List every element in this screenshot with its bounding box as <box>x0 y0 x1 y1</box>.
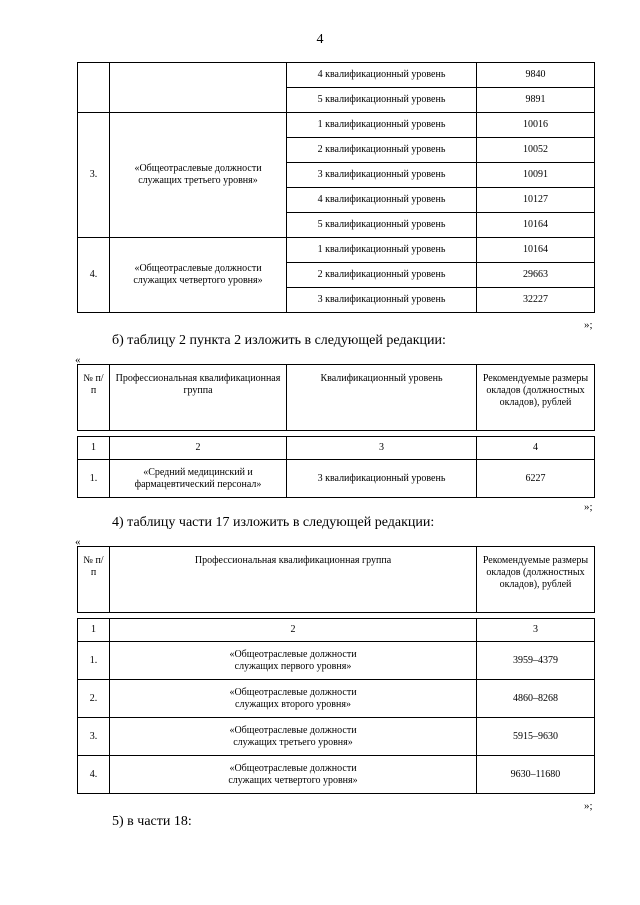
qualification-level: 2 квалификационный уровень <box>287 138 477 163</box>
qualification-level: 3 квалификационный уровень <box>287 288 477 313</box>
closing-quote: »; <box>584 319 593 331</box>
header-level: Квалификационный уровень <box>287 365 477 431</box>
qualification-group <box>110 63 287 113</box>
header-number: № п/п <box>78 365 110 431</box>
opening-quote: « <box>75 354 81 366</box>
qualification-level: 4 квалификационный уровень <box>287 63 477 88</box>
qualification-level: 4 квалификационный уровень <box>287 188 477 213</box>
salary-value: 9891 <box>477 88 595 113</box>
closing-quote: »; <box>584 800 593 812</box>
professional-group-table <box>77 364 595 498</box>
salary-value: 10091 <box>477 163 595 188</box>
qualification-group: «Общеотраслевые должности служащих четвертого уровня» <box>110 756 477 794</box>
row-number: 3. <box>78 113 110 238</box>
paragraph-4: 4) таблицу части 17 изложить в следующей редакции: <box>112 515 435 530</box>
qualification-level: 2 квалификационный уровень <box>287 263 477 288</box>
column-number: 1 <box>78 437 110 460</box>
salary-value: 10127 <box>477 188 595 213</box>
column-number: 2 <box>110 437 287 460</box>
header-salary: Рекомендуемые размеры окладов (должностных окладов), рублей <box>477 547 595 613</box>
row-number: 4. <box>78 238 110 313</box>
salary-range: 3959–4379 <box>477 642 595 680</box>
paragraph-b: б) таблицу 2 пункта 2 изложить в следующей редакции: <box>112 333 446 348</box>
salary-value: 10052 <box>477 138 595 163</box>
salary-value: 10164 <box>477 238 595 263</box>
column-number: 2 <box>110 619 477 642</box>
qualification-group: «Средний медицинский и фармацевтический персонал» <box>110 460 287 498</box>
qualification-level: 1 квалификационный уровень <box>287 238 477 263</box>
qualification-level: 5 квалификационный уровень <box>287 213 477 238</box>
salary-range: 5915–9630 <box>477 718 595 756</box>
salary-value: 32227 <box>477 288 595 313</box>
qualification-group: «Общеотраслевые должности служащих второго уровня» <box>110 680 477 718</box>
salary-value: 10164 <box>477 213 595 238</box>
salary-levels-table <box>77 62 595 313</box>
row-number: 2. <box>78 680 110 718</box>
row-number: 4. <box>78 756 110 794</box>
row-number: 1. <box>78 460 110 498</box>
paragraph-5: 5) в части 18: <box>112 814 192 829</box>
row-number: 1. <box>78 642 110 680</box>
column-number: 3 <box>287 437 477 460</box>
opening-quote: « <box>75 536 81 548</box>
qualification-level: 3 квалификационный уровень <box>287 163 477 188</box>
column-number: 3 <box>477 619 595 642</box>
closing-quote: »; <box>584 501 593 513</box>
salary-range: 9630–11680 <box>477 756 595 794</box>
header-number: № п/п <box>78 547 110 613</box>
qualification-group: «Общеотраслевые должности служащих третьего уровня» <box>110 718 477 756</box>
salary-value: 9840 <box>477 63 595 88</box>
qualification-group: «Общеотраслевые должности служащих третьего уровня» <box>110 113 287 238</box>
header-salary: Рекомендуемые размеры окладов (должностных окладов), рублей <box>477 365 595 431</box>
column-number: 1 <box>78 619 110 642</box>
page-number: 4 <box>316 32 324 47</box>
salary-value: 6227 <box>477 460 595 498</box>
general-positions-table <box>77 546 595 794</box>
header-group: Профессиональная квалификационная группа <box>110 365 287 431</box>
column-number: 4 <box>477 437 595 460</box>
qualification-level: 5 квалификационный уровень <box>287 88 477 113</box>
salary-value: 29663 <box>477 263 595 288</box>
qualification-group: «Общеотраслевые должности служащих четвертого уровня» <box>110 238 287 313</box>
row-number <box>78 63 110 113</box>
qualification-level: 3 квалификационный уровень <box>287 460 477 498</box>
header-group: Профессиональная квалификационная группа <box>110 547 477 613</box>
salary-value: 10016 <box>477 113 595 138</box>
qualification-group: «Общеотраслевые должности служащих первого уровня» <box>110 642 477 680</box>
qualification-level: 1 квалификационный уровень <box>287 113 477 138</box>
row-number: 3. <box>78 718 110 756</box>
salary-range: 4860–8268 <box>477 680 595 718</box>
